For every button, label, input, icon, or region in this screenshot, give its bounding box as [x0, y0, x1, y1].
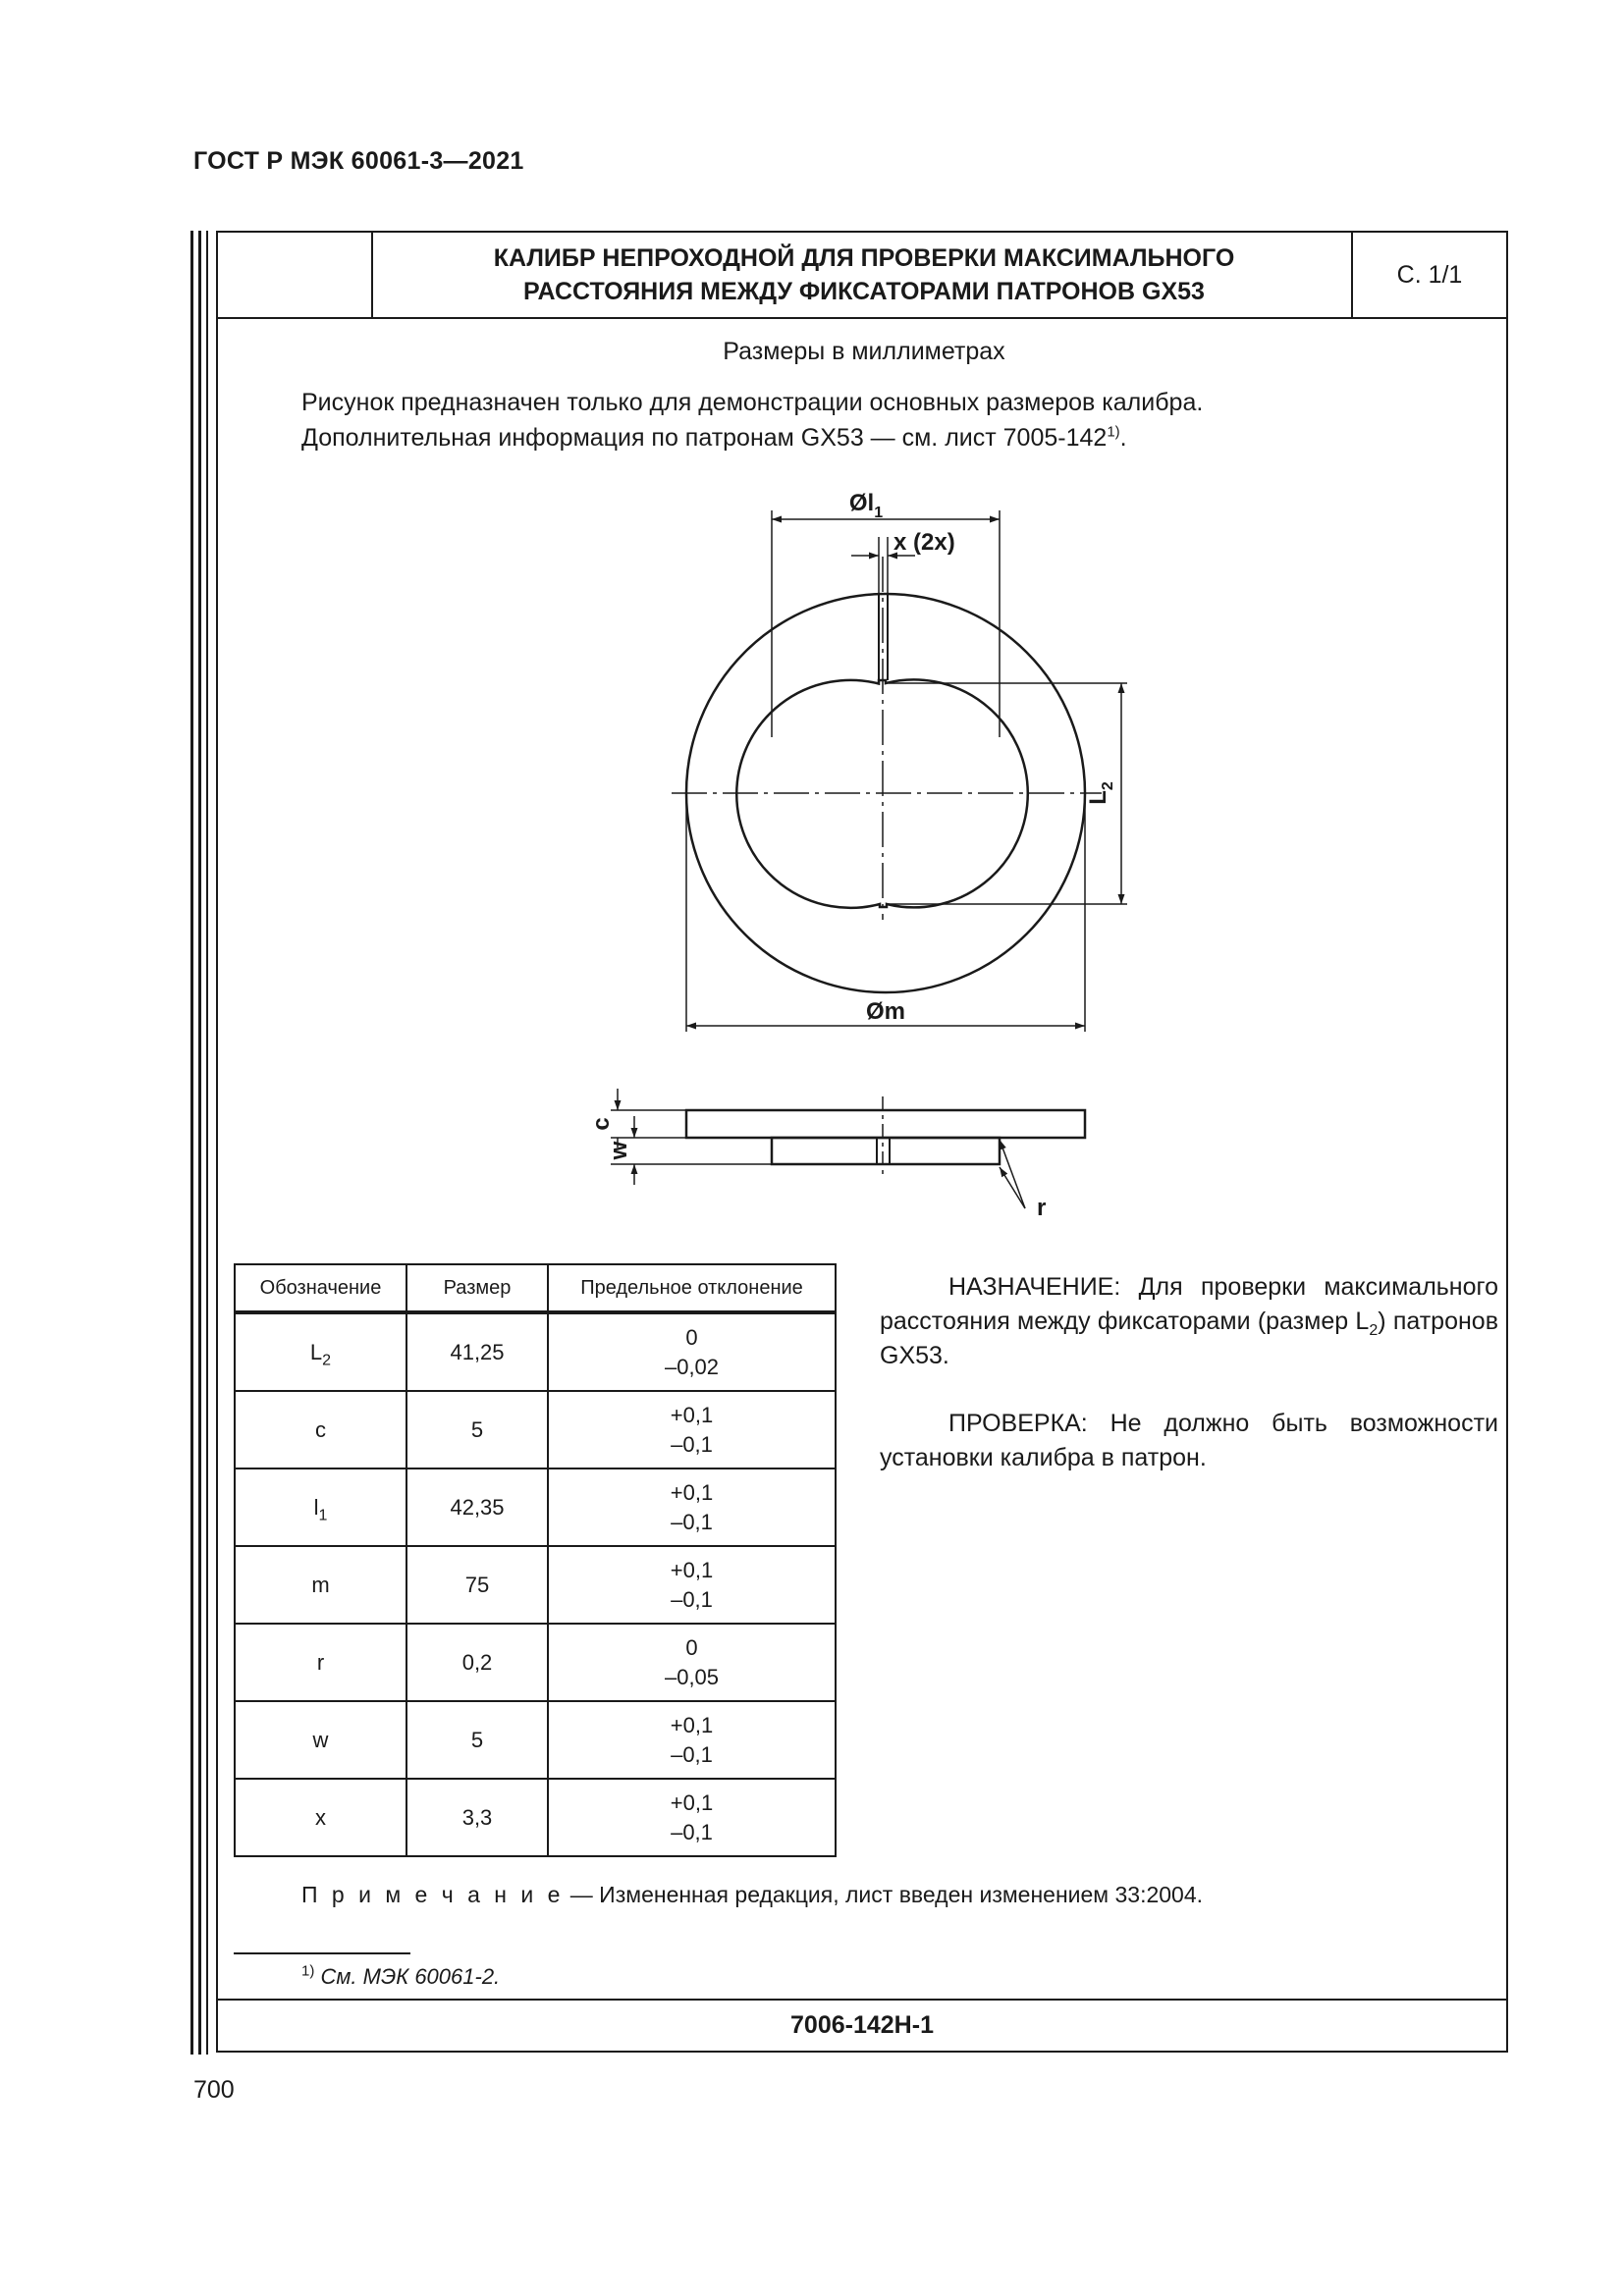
sheet-title-line1: КАЛИБР НЕПРОХОДНОЙ ДЛЯ ПРОВЕРКИ МАКСИМАЛЬНОГО	[493, 244, 1235, 272]
label-x: x (2x)	[893, 529, 955, 556]
dimensions-table	[234, 1263, 837, 1857]
cell-tolerance: +0,1 –0,1	[548, 1701, 836, 1779]
cell-tolerance: +0,1 –0,1	[548, 1468, 836, 1546]
label-r: r	[1037, 1195, 1047, 1221]
label-m: Øm	[865, 998, 906, 1025]
cell-symbol: x	[235, 1779, 406, 1856]
cell-size: 42,35	[406, 1468, 548, 1546]
check-paragraph: ПРОВЕРКА: Не должно быть возможности установки калибра в патрон.	[880, 1410, 1498, 1471]
cell-size: 0,2	[406, 1624, 548, 1701]
table-row	[235, 1624, 836, 1701]
binding-line	[206, 231, 208, 2055]
table-row	[235, 1701, 836, 1779]
cell-size: 75	[406, 1546, 548, 1624]
table-row	[235, 1391, 836, 1468]
document-header: ГОСТ Р МЭК 60061-3—2021	[193, 147, 524, 175]
purpose-paragraph: НАЗНАЧЕНИЕ: Для проверки максимального расстояния между фиксаторами (размер $L_2$) патронов GX53.	[880, 1273, 1498, 1369]
sheet-title-line2: РАССТОЯНИЯ МЕЖДУ ФИКСАТОРАМИ ПАТРОНОВ GX53	[523, 278, 1205, 305]
side-view-boss	[772, 1138, 1000, 1164]
footnote-marker: 1)	[301, 1962, 315, 1980]
note-text: — Измененная редакция, лист введен изменением 33:2004.	[564, 1882, 1204, 1907]
cell-tolerance: +0,1 –0,1	[548, 1546, 836, 1624]
cell-tolerance: 0 –0,05	[548, 1624, 836, 1701]
cell-tolerance: +0,1 –0,1	[548, 1779, 836, 1856]
cell-symbol: m	[235, 1546, 406, 1624]
label-l2: $L_2$	[1085, 781, 1116, 805]
label-c: c	[588, 1117, 615, 1131]
page-number: 700	[193, 2076, 235, 2104]
cell-tolerance: +0,1 –0,1	[548, 1391, 836, 1468]
cell-symbol: $l_1$	[235, 1468, 406, 1546]
table-row	[235, 1779, 836, 1856]
cell-tolerance: 0 –0,02	[548, 1312, 836, 1391]
cell-symbol: $L_2$	[235, 1312, 406, 1391]
note-label: П р и м е ч а н и е	[301, 1882, 565, 1907]
cell-symbol: r	[235, 1624, 406, 1701]
sheet-number: 7006-142Н-1	[218, 1999, 1506, 2051]
page-ref: С. 1/1	[1351, 233, 1506, 317]
cell-symbol: c	[235, 1391, 406, 1468]
footnote	[301, 1964, 500, 1990]
binding-line	[190, 231, 193, 2055]
cell-symbol: w	[235, 1701, 406, 1779]
header-size: Размер	[406, 1264, 548, 1312]
intro-line2-text: Дополнительная информация по патронам GX53 — см. лист 7005-142	[301, 424, 1108, 452]
units-caption: Размеры в миллиметрах	[723, 338, 1005, 365]
label-w: w	[606, 1141, 632, 1160]
cell-size: 5	[406, 1701, 548, 1779]
cell-size: 3,3	[406, 1779, 548, 1856]
purpose-text	[880, 1270, 1498, 1509]
binding-line	[198, 231, 201, 2055]
table-row	[235, 1546, 836, 1624]
header-tolerance: Предельное отклонение	[548, 1264, 836, 1312]
label-l1: $Øl_1$	[848, 490, 884, 521]
intro-line1: Рисунок предназначен только для демонстрации основных размеров калибра.	[301, 389, 1204, 416]
intro-line2-end: .	[1119, 424, 1127, 452]
header-symbol: Обозначение	[235, 1264, 406, 1312]
note	[301, 1882, 1203, 1908]
side-view-plate	[686, 1110, 1085, 1138]
cell-size: 5	[406, 1391, 548, 1468]
table-header-row	[235, 1264, 836, 1312]
footnote-text: См. МЭК 60061-2.	[314, 1964, 501, 1989]
table-row	[235, 1312, 836, 1391]
sheet-frame	[216, 231, 1508, 2053]
table-row	[235, 1468, 836, 1546]
cell-size: 41,25	[406, 1312, 548, 1391]
footnote-ref: 1)	[1107, 423, 1120, 441]
footnote-separator	[234, 1952, 410, 1954]
